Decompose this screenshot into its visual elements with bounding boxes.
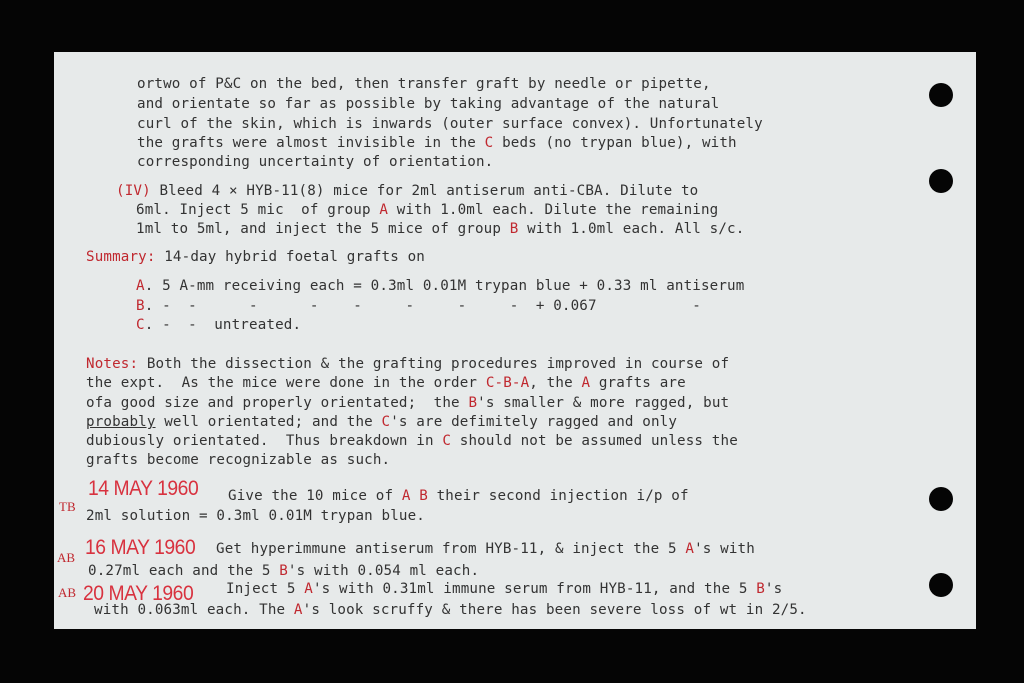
text-line: corresponding uncertainty of orientation.	[137, 154, 494, 170]
text-line: dubiously orientated. Thus breakdown in C should not be assumed unless the	[86, 433, 738, 449]
initials: TB	[59, 499, 76, 514]
text-line: C. - - untreated.	[136, 317, 302, 333]
text-line: the grafts were almost invisible in the C beds (no trypan blue), with	[137, 135, 737, 151]
text-line: ortwo of P&C on the bed, then transfer graft by needle or pipette,	[137, 76, 711, 92]
text-line: A. 5 A-mm receiving each = 0.3ml 0.01M trypan blue + 0.33 ml antiserum	[136, 278, 745, 294]
text-line: 2ml solution = 0.3ml 0.01M trypan blue.	[86, 508, 425, 524]
text-line: grafts become recognizable as such.	[86, 452, 391, 468]
text-line: with 0.063ml each. The A's look scruffy & there has been severe loss of wt in 2/5.	[94, 602, 807, 618]
text-line: probably well orientated; and the C's are defimitely ragged and only	[86, 414, 678, 430]
punch-hole	[929, 573, 953, 597]
date-stamp: 16 MAY 1960	[85, 536, 196, 559]
summary-heading: Summary: 14-day hybrid foetal grafts on	[86, 249, 425, 265]
text-line: 0.27ml each and the 5 B's with 0.054 ml each.	[88, 563, 480, 579]
text-line: (IV) Bleed 4 × HYB-11(8) mice for 2ml antiserum anti-CBA. Dilute to	[116, 183, 699, 199]
text-line: Give the 10 mice of A B their second injection i/p of	[228, 488, 689, 504]
text-line: curl of the skin, which is inwards (outer surface convex). Unfortunately	[137, 116, 763, 132]
text-line: ofa good size and properly orientated; the B's smaller & more ragged, but	[86, 395, 730, 411]
initials: AB	[57, 550, 76, 565]
text-line: Inject 5 A's with 0.31ml immune serum from HYB-11, and the 5 B's	[226, 581, 783, 597]
punch-hole	[929, 487, 953, 511]
text-line: the expt. As the mice were done in the order C-B-A, the A grafts are	[86, 375, 686, 391]
initials: AB	[58, 585, 77, 600]
text-line: B. - - - - - - - - + 0.067 -	[136, 298, 701, 314]
text-line: 1ml to 5ml, and inject the 5 mice of group B with 1.0ml each. All s/c.	[136, 221, 745, 237]
date-stamp: 14 MAY 1960	[88, 477, 199, 500]
punch-hole	[929, 83, 953, 107]
date-stamp: 20 MAY 1960	[83, 582, 194, 605]
punch-hole	[929, 169, 953, 193]
text-line: and orientate so far as possible by taking advantage of the natural	[137, 96, 720, 112]
notes-line: Notes: Both the dissection & the grafting procedures improved in course of	[86, 356, 730, 372]
text-line: 6ml. Inject 5 mic of group A with 1.0ml each. Dilute the remaining	[136, 202, 719, 218]
text-line: Get hyperimmune antiserum from HYB-11, & inject the 5 A's with	[216, 541, 755, 557]
